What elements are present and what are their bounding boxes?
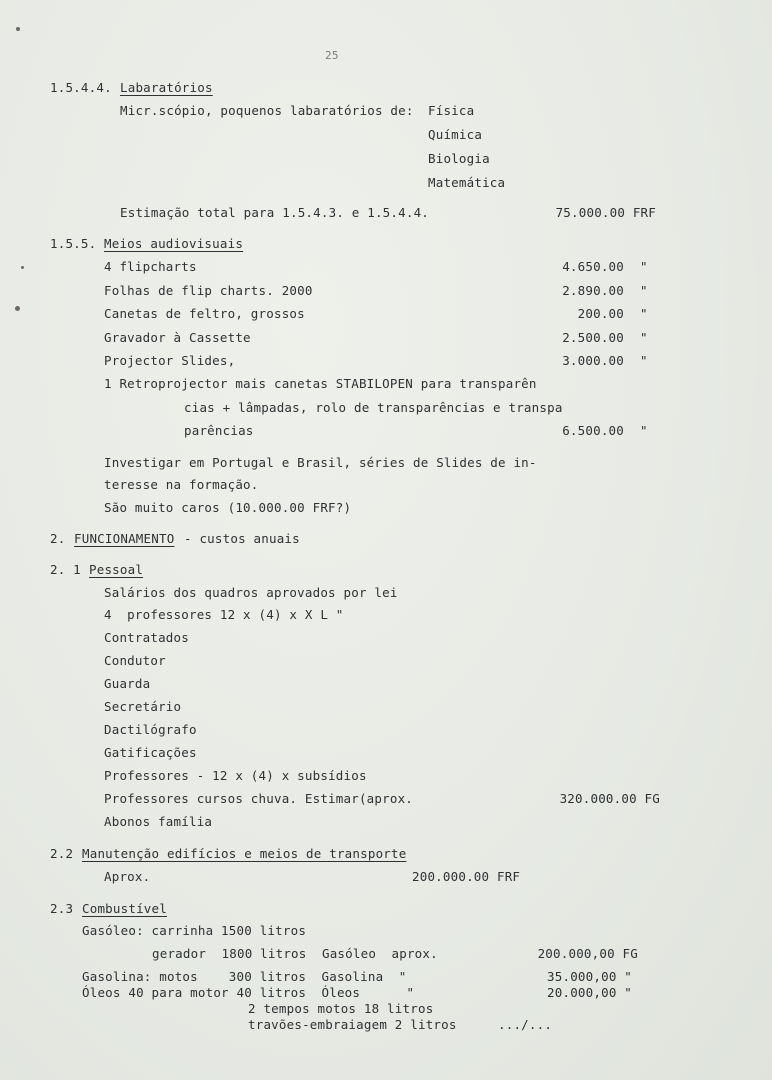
section-2-title: FUNCIONAMENTO <box>74 531 175 546</box>
punch-mark-top <box>16 27 20 31</box>
section-23-number: 2.3 <box>50 901 74 916</box>
retroprojector-line2: cias + lâmpadas, rolo de transparências e transpa <box>184 400 563 415</box>
estimate-value: 75.000.00 FRF <box>555 205 656 220</box>
tempos-line: 2 tempos motos 18 litros <box>248 1001 434 1016</box>
retroprojector-value: 6.500.00 <box>562 423 624 438</box>
staff-line: Professores - 12 x (4) x subsídios <box>104 768 367 783</box>
av-item-label: Folhas de flip charts. 2000 <box>104 283 313 298</box>
section-22-title: Manutenção edifícios e meios de transporte <box>82 846 407 861</box>
av-item-value: 2.500.00 <box>562 330 624 345</box>
staff-line: Gatificações <box>104 745 197 760</box>
note-line2: teresse na formação. <box>104 477 259 492</box>
staff-line: Secretário <box>104 699 182 714</box>
staff-line: 4 professores 12 x (4) x X L " <box>104 607 344 622</box>
gasoleo-line: Gasóleo: carrinha 1500 litros <box>82 923 307 938</box>
subject-chemistry: Química <box>428 127 483 142</box>
section-155-title: Meios audiovisuais <box>104 236 244 251</box>
section-2-subtitle: - custos anuais <box>184 531 300 546</box>
section-1544-title: Labaratórios <box>120 80 213 95</box>
section-23-title: Combustível <box>82 901 167 916</box>
retroprojector-ditto: " <box>640 423 648 438</box>
av-item-ditto: " <box>640 283 648 298</box>
maintenance-label: Aprox. <box>104 869 151 884</box>
staff-line: Condutor <box>104 653 166 668</box>
note-line3: São muito caros (10.000.00 FRF?) <box>104 500 352 515</box>
oleos-value: 20.000,00 " <box>547 985 632 1000</box>
staff-line: Salários dos quadros aprovados por lei <box>104 585 398 600</box>
section-155-number: 1.5.5. <box>50 236 97 251</box>
staff-line: Guarda <box>104 676 151 691</box>
punch-mark-left <box>21 266 24 269</box>
av-item-label: Projector Slides, <box>104 353 236 368</box>
gasolina-line: Gasolina: motos 300 litros Gasolina " <box>82 969 407 984</box>
av-item-label: Gravador à Cassette <box>104 330 251 345</box>
chuva-value: 320.000.00 FG <box>559 791 660 806</box>
section-22-number: 2.2 <box>50 846 74 861</box>
av-item-ditto: " <box>640 259 648 274</box>
section-21-number: 2. 1 <box>50 562 81 577</box>
maintenance-value: 200.000.00 FRF <box>412 869 521 884</box>
gasolina-value: 35.000,00 " <box>547 969 632 984</box>
staff-line: Dactilógrafo <box>104 722 197 737</box>
continued-marker: .../... <box>498 1017 553 1032</box>
gerador-line: gerador 1800 litros Gasóleo aprox. <box>152 946 438 961</box>
retroprojector-line3: parências <box>184 423 254 438</box>
av-item-value: 2.890.00 <box>562 283 624 298</box>
staff-line: Contratados <box>104 630 189 645</box>
punch-mark-middle <box>15 306 20 311</box>
av-item-ditto: " <box>640 306 648 321</box>
staff-line: Professores cursos chuva. Estimar(aprox. <box>104 791 414 806</box>
section-21-title: Pessoal <box>89 562 144 577</box>
av-item-ditto: " <box>640 353 648 368</box>
av-item-label: Canetas de feltro, grossos <box>104 306 305 321</box>
lab-description: Micr.scópio, poquenos labaratórios de: <box>120 103 414 118</box>
note-line1: Investigar em Portugal e Brasil, séries de Slides de in- <box>104 455 537 470</box>
travoes-line: travões-embraiagem 2 litros <box>248 1017 457 1032</box>
section-1544-number: 1.5.4.4. <box>50 80 112 95</box>
page-number: 25 <box>325 49 339 62</box>
gasoleo-value: 200.000,00 FG <box>537 946 638 961</box>
retroprojector-line1: 1 Retroprojector mais canetas STABILOPEN para transparên <box>104 376 537 391</box>
subject-physics: Física <box>428 103 475 118</box>
subject-math: Matemática <box>428 175 506 190</box>
av-item-value: 4.650.00 <box>562 259 624 274</box>
av-item-value: 3.000.00 <box>562 353 624 368</box>
oleos-line: Óleos 40 para motor 40 litros Óleos " <box>82 985 415 1000</box>
av-item-label: 4 flipcharts <box>104 259 197 274</box>
section-2-number: 2. <box>50 531 66 546</box>
estimate-label: Estimação total para 1.5.4.3. e 1.5.4.4. <box>120 205 430 220</box>
staff-line: Abonos família <box>104 814 213 829</box>
subject-biology: Biologia <box>428 151 490 166</box>
av-item-value: 200.00 <box>577 306 624 321</box>
av-item-ditto: " <box>640 330 648 345</box>
